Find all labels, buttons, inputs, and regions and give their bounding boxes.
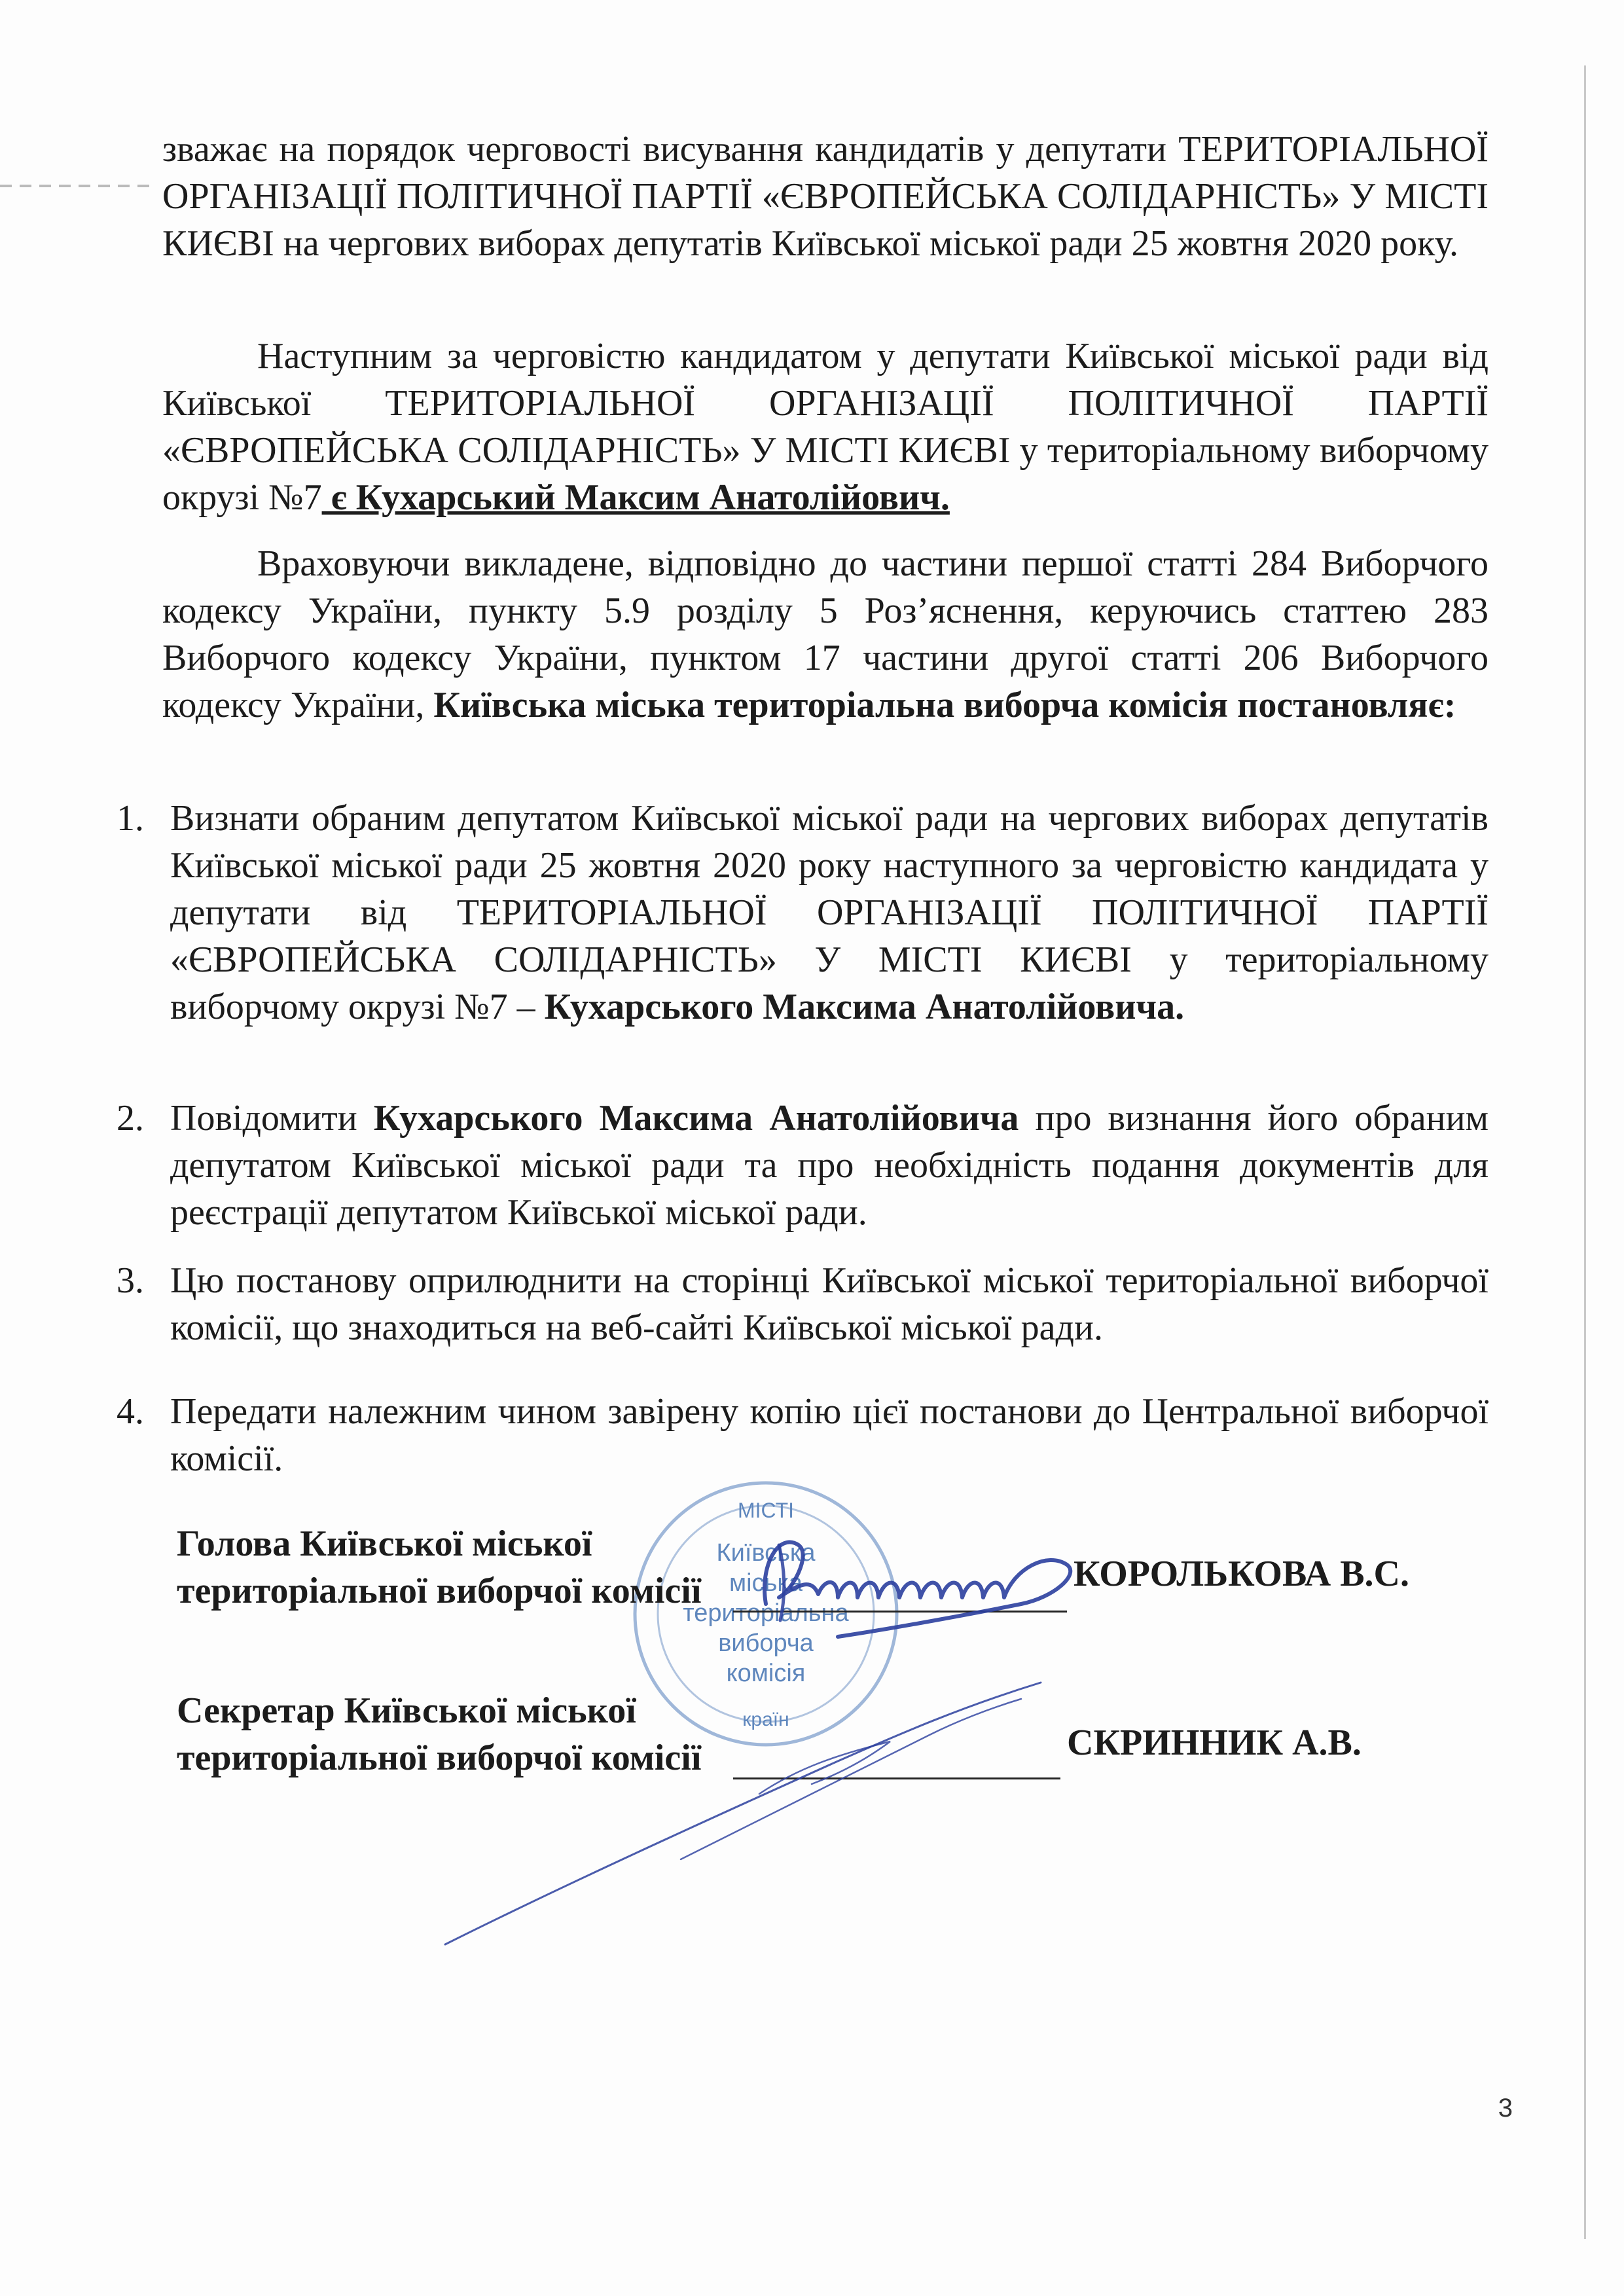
resolution-preamble-text: Враховуючи викладене, відповідно до частини першої статті 284 Виборчого кодексу України, пункту 5.9 розділу 5 Роз’яснення, керуючись статтею 283 Виборчого кодексу України, пунктом 17 частини другої статті 206 Виборчого кодексу України,: [162, 543, 1489, 725]
list-item-body: [170, 1388, 1489, 1482]
list-item: [117, 1388, 1489, 1482]
paragraph-next-candidate: [162, 333, 1489, 521]
list-item-emphasis: Кухарського Максима Анатолійовича.: [544, 987, 1185, 1027]
stamp-line: територіальна: [683, 1599, 849, 1627]
list-item-emphasis: Кухарського Максима Анатолійовича: [373, 1098, 1019, 1139]
list-item-text: Передати належним чином завірену копію цієї постанови до Центральної виборчої комісії.: [170, 1391, 1489, 1479]
stamp-line: комісія: [726, 1660, 806, 1687]
list-item: [117, 795, 1489, 1030]
stamp-ring-bottom: країн: [742, 1709, 789, 1730]
paragraph-resolution: [162, 540, 1489, 729]
list-item-body: [170, 795, 1489, 1030]
list-item: [117, 1095, 1489, 1236]
secretary-signature-icon: [432, 1663, 1074, 1958]
list-item: [117, 1257, 1489, 1351]
secretary-title-line1: Секретар Київської міської: [177, 1690, 636, 1731]
paragraph-continuation: [162, 126, 1489, 267]
secretary-name: СКРИННИК А.В.: [1067, 1722, 1362, 1763]
list-item-after: про визнання його обраним депутатом Київської міської ради та про необхідність подання документів для реєстрації депутатом Київської міської ради.: [170, 1098, 1489, 1233]
scan-artifact-line: [0, 185, 151, 187]
stamp-line: виборча: [718, 1630, 814, 1657]
next-candidate-text: Наступним за черговістю кандидатом у депутати Київської міської ради від Київської ТЕРИТОРІАЛЬНОЇ ОРГАНІЗАЦІЇ ПОЛІТИЧНОЇ ПАРТІЇ «ЄВРОПЕЙСЬКА СОЛІДАРНІСТЬ» У МІСТІ КИЄВІ у територіальному виборчому окрузі №7: [162, 336, 1489, 518]
list-item-body: [170, 1257, 1489, 1351]
chairman-title-line2: територіальної виборчої комісії: [177, 1571, 702, 1611]
list-item-text: Цю постанову оприлюднити на сторінці Київської міської територіальної виборчої комісії, що знаходиться на веб-сайті Київської міської ради.: [170, 1260, 1489, 1348]
stamp-line: міська: [729, 1569, 803, 1597]
chairman-signature-icon: [740, 1506, 1106, 1650]
paragraph-continuation-text: зважає на порядок черговості висування кандидатів у депутати ТЕРИТОРІАЛЬНОЇ ОРГАНІЗАЦІЇ ПОЛІТИЧНОЇ ПАРТІЇ «ЄВРОПЕЙСЬКА СОЛІДАРНІСТЬ» У МІСТІ КИЄВІ на чергових виборах депутатів Київської міської ради 25 жовтня 2020 року.: [162, 129, 1489, 264]
stamp-line: Київська: [716, 1539, 816, 1567]
list-item-text: Визнати обраним депутатом Київської міської ради на чергових виборах депутатів Київської міської ради 25 жовтня 2020 року наступного за черговістю кандидата у депутати від ТЕРИТОРІАЛЬНОЇ ОРГАНІЗАЦІЇ ПОЛІТИЧНОЇ ПАРТІЇ «ЄВРОПЕЙСЬКА СОЛІДАРНІСТЬ» У МІСТІ КИЄВІ у територіальному виборчому окрузі №7 –: [170, 798, 1489, 1027]
list-item-number: 2.: [117, 1098, 144, 1139]
list-item-number: 1.: [117, 798, 144, 839]
list-item-text: Повідомити: [170, 1098, 374, 1139]
resolution-decision-phrase: Київська міська територіальна виборча комісія постановляє:: [433, 685, 1456, 725]
page-number: 3: [1498, 2094, 1513, 2123]
scan-edge-line: [1584, 65, 1586, 2239]
stamp-ring-top: МІСТІ: [737, 1499, 795, 1522]
list-item-number: 4.: [117, 1391, 144, 1432]
next-candidate-name: є Кухарський Максим Анатолійович.: [321, 477, 950, 518]
chairman-title: [177, 1520, 701, 1614]
chairman-title-line1: Голова Київської міської: [177, 1523, 592, 1564]
list-item-number: 3.: [117, 1260, 144, 1301]
chairman-name: КОРОЛЬКОВА В.С.: [1074, 1554, 1409, 1594]
list-item-body: [170, 1095, 1489, 1236]
secretary-title-line2: територіальної виборчої комісії: [177, 1738, 702, 1778]
